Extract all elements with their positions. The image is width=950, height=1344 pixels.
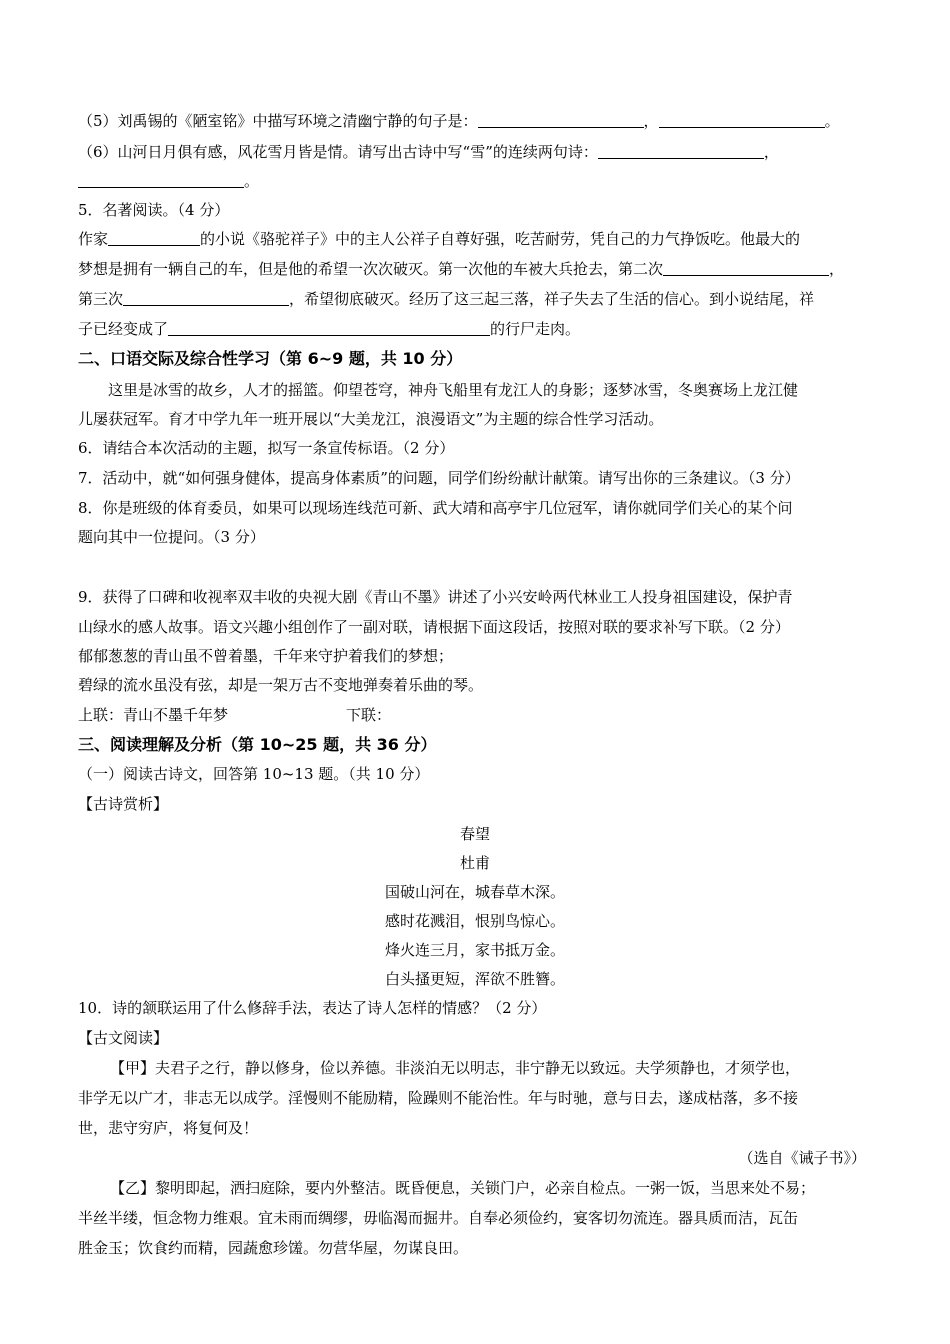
comma: ， [763,143,779,161]
q4-item6 [78,141,779,163]
q9-line3: 郁郁葱葱的青山虽不曾着墨，千年来守护着我们的梦想； [78,647,454,665]
jia-line3: 世，悲守穷庐，将复何及！ [78,1119,259,1137]
q9-line1: 9．获得了口碑和收视率双丰收的央视大剧《青山不墨》讲述了小兴安岭两代林业工人投身祖国建设，保护青 [78,588,793,606]
period: 。 [244,172,260,190]
q4-item6-text: （6）山河日月俱有感，风花雪月皆是情。请写出古诗中写“雪”的连续两句诗： [78,143,598,161]
poem-line: 感时花溅泪，恨别鸟惊心。 [384,912,565,930]
q10: 10．诗的颔联运用了什么修辞手法，表达了诗人怎样的情感？（2 分） [78,999,547,1017]
q5-line4 [78,318,580,340]
yi-line1: 【乙】黎明即起，洒扫庭除，要内外整洁。既昏便息，关锁门户，必亲自检点。一粥一饭，当思来处不易； [110,1179,816,1197]
jia-line1: 【甲】夫君子之行，静以修身，俭以养德。非淡泊无以明志，非宁静无以致远。夫学须静也，才须学也， [110,1059,801,1077]
section2-heading: 二、口语交际及综合性学习（第 6~9 题，共 10 分） [78,349,463,368]
comma: ， [829,260,845,278]
q4-item5 [78,110,840,132]
jia-line2: 非学无以广才，非志无以成学。淫慢则不能励精，险躁则不能治性。年与时驰，意与日去，遂成枯落，多不接 [78,1089,799,1107]
answer-blank[interactable] [168,319,490,336]
section2-intro-1: 这里是冰雪的故乡，人才的摇篮。仰望苍穹，神舟飞船里有龙江人的身影；逐梦冰雪，冬奥赛场上龙江健 [108,381,799,399]
poem-line: 国破山河在，城春草木深。 [384,883,565,901]
q5-line3 [78,288,814,310]
section3-sub1: （一）阅读古诗文，回答第 10~13 题。（共 10 分） [78,765,430,783]
q5-text: 第三次 [78,290,124,308]
poem-title: 春望 [459,825,490,843]
poem-tag: 【古诗赏析】 [78,795,169,813]
q5-text: 梦想是拥有一辆自己的车，但是他的希望一次次破灭。第一次他的车被大兵抢去，第二次 [78,260,664,278]
jia-source: （选自《诫子书》） [738,1149,866,1167]
answer-blank[interactable] [663,259,829,276]
period: 。 [824,112,840,130]
q6: 6．请结合本次活动的主题，拟写一条宣传标语。（2 分） [78,439,455,457]
answer-blank[interactable] [598,142,764,159]
couplet-upper: 上联：青山不墨千年梦 [78,706,229,724]
q7: 7．活动中，就“如何强身健体，提高身体素质”的问题，同学们纷纷献计献策。请写出你的三条建议。（3 分） [78,469,800,487]
answer-blank[interactable] [659,111,825,128]
q5-text: 的行尸走肉。 [490,320,581,338]
answer-blank[interactable] [478,111,644,128]
q5-text: 子已经变成了 [78,320,169,338]
q9-line4: 碧绿的流水虽没有弦，却是一架万古不变地弹奏着乐曲的琴。 [78,676,484,694]
poem-line: 烽火连三月，家书抵万金。 [384,941,565,959]
q8-line2: 题向其中一位提问。（3 分） [78,528,265,546]
answer-blank[interactable] [78,171,244,188]
q5-title: 5．名著阅读。（4 分） [78,201,230,219]
q4-item5-text: （5）刘禹锡的《陋室铭》中描写环境之清幽宁静的句子是： [78,112,478,130]
q5-text: 作家 [78,230,109,248]
answer-blank[interactable] [108,229,200,246]
section2-intro-2: 儿屡获冠军。育才中学九年一班开展以“大美龙江，浪漫语文”为主题的综合性学习活动。 [78,410,664,428]
section3-heading: 三、阅读理解及分析（第 10~25 题，共 36 分） [78,735,437,754]
answer-blank[interactable] [123,289,289,306]
couplet-lower: 下联： [346,706,392,724]
q5-text: ，希望彻底破灭。经历了这三起三落，祥子失去了生活的信心。到小说结尾，祥 [289,290,815,308]
poem-line: 白头搔更短，浑欲不胜簪。 [384,970,565,988]
q8-line1: 8．你是班级的体育委员，如果可以现场连线范可新、武大靖和高亭宇几位冠军，请你就同学们关心的某个问 [78,499,793,517]
q5-line1 [78,228,800,250]
prose-tag: 【古文阅读】 [78,1029,169,1047]
q4-item6-cont [78,170,259,192]
comma: ， [643,112,659,130]
yi-line2: 半丝半缕，恒念物力维艰。宜未雨而绸缪，毋临渴而掘井。自奉必须俭约，宴客切勿流连。器具质而洁，瓦缶 [78,1209,799,1227]
q5-line2 [78,258,844,280]
yi-line3: 胜金玉；饮食约而精，园蔬愈珍馐。勿营华屋，勿谋良田。 [78,1239,469,1257]
poem-author: 杜甫 [459,854,490,872]
q9-line2: 山绿水的感人故事。语文兴趣小组创作了一副对联，请根据下面这段话，按照对联的要求补写下联。（2 分） [78,618,790,636]
q5-text: 的小说《骆驼祥子》中的主人公祥子自尊好强，吃苦耐劳，凭自己的力气挣饭吃。他最大的 [200,230,801,248]
